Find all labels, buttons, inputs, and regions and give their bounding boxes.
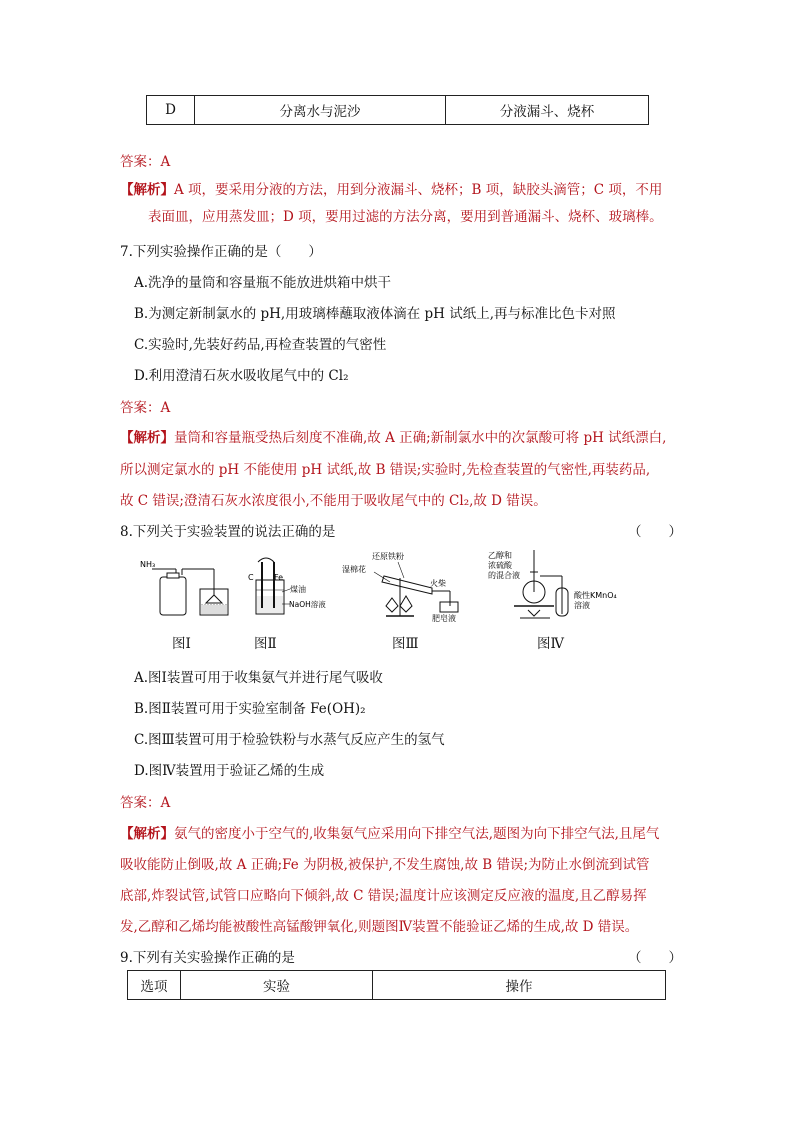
figure-3-apparatus [340, 550, 465, 622]
table-header-experiment: 实验 [181, 971, 373, 1000]
q7-option-b: B.为测定新制氯水的 pH,用玻璃棒蘸取液体滴在 pH 试纸上,再与标准比色卡对照 [134, 306, 616, 322]
fig4-kmno4-line-2: 溶液 [574, 601, 590, 610]
analysis-tag: 【解析】 [120, 182, 174, 198]
figure-1-apparatus [138, 555, 238, 620]
q8-stem: 8.下列关于实验装置的说法正确的是 [120, 524, 336, 540]
table-cell-option: D [147, 96, 195, 125]
fig3-iron-label: 还原铁粉 [372, 552, 404, 561]
q8-answer: 答案：A [120, 795, 171, 811]
fig2-electrode-c: C [248, 573, 254, 582]
q6-analysis-line-1 [120, 178, 662, 198]
q8-analysis-line-3: 底部,炸裂试管,试管口应略向下倾斜,故 C 错误;温度计应该测定反应液的温度,且乙醇易挥 [120, 888, 647, 904]
table-header-operation: 操作 [373, 971, 666, 1000]
analysis-text: 量筒和容量瓶受热后刻度不准确,故 A 正确;新制氯水中的次氯酸可将 pH 试纸漂白, [174, 430, 667, 446]
fig4-mix-line-1: 乙醇和 [488, 551, 512, 560]
fig2-label: 图Ⅱ [254, 636, 277, 652]
fig3-label: 图Ⅲ [392, 636, 419, 652]
analysis-tag: 【解析】 [120, 826, 174, 842]
q7-answer: 答案：A [120, 400, 171, 416]
analysis-text: 氨气的密度小于空气的,收集氨气应采用向下排空气法,题图为向下排空气法,且尾气 [174, 826, 660, 842]
table-header-option: 选项 [128, 971, 181, 1000]
q6-analysis-line-2: 表面皿，应用蒸发皿；D 项，要用过滤的方法分离，要用到普通漏斗、烧杯、玻璃棒。 [148, 209, 663, 225]
q9-table [127, 970, 666, 1000]
q7-analysis-line-2: 所以测定氯水的 pH 不能使用 pH 试纸,故 B 错误;实验时,先检查装置的气密性,再装药品, [120, 462, 651, 478]
q8-option-c: C.图Ⅲ装置可用于检验铁粉与水蒸气反应产生的氢气 [134, 732, 445, 748]
fig2-electrode-fe: Fe [274, 573, 284, 582]
figure-2-apparatus [244, 552, 329, 620]
fig1-gas-label: NH₃ [140, 560, 156, 569]
figure-4-apparatus [484, 548, 634, 624]
top-table [146, 95, 649, 125]
q7-option-a: A.洗净的量筒和容量瓶不能放进烘箱中烘干 [134, 275, 392, 291]
q6-answer: 答案：A [120, 154, 171, 170]
q8-option-a: A.图Ⅰ装置可用于收集氨气并进行尾气吸收 [134, 670, 383, 686]
table-header-row [128, 971, 666, 1000]
q9-bracket: （ ） [628, 950, 682, 966]
fig4-kmno4-line-1: 酸性KMnO₄ [574, 591, 617, 600]
table-cell-instrument: 分液漏斗、烧杯 [446, 96, 649, 125]
analysis-tag: 【解析】 [120, 430, 174, 446]
q7-option-d: D.利用澄清石灰水吸收尾气中的 Cl₂ [134, 368, 349, 384]
q9-stem: 9.下列有关实验操作正确的是 [120, 950, 295, 966]
q7-stem: 7.下列实验操作正确的是（ ） [120, 244, 322, 260]
q8-analysis-line-4: 发,乙醇和乙烯均能被酸性高锰酸钾氧化,则题图Ⅳ装置不能验证乙烯的生成,故 D 错误。 [120, 919, 639, 935]
fig4-label: 图Ⅳ [537, 636, 564, 652]
fig3-match-label: 火柴 [430, 579, 446, 588]
fig4-mix-line-3: 的混合液 [488, 571, 520, 580]
fig3-soap-label: 肥皂液 [432, 614, 456, 622]
q8-analysis-line-1 [120, 822, 659, 842]
fig3-cotton-label: 湿棉花 [342, 565, 366, 574]
analysis-text: A 项，要采用分液的方法，用到分液漏斗、烧杯；B 项，缺胶头滴管；C 项，不用 [174, 182, 663, 198]
q7-analysis-line-1 [120, 426, 666, 446]
q7-option-c: C.实验时,先装好药品,再检查装置的气密性 [134, 337, 387, 353]
q8-option-d: D.图Ⅳ装置用于验证乙烯的生成 [134, 763, 325, 779]
q7-analysis-line-3: 故 C 错误;澄清石灰水浓度很小,不能用于吸收尾气中的 Cl₂,故 D 错误。 [120, 493, 547, 509]
fig1-label: 图Ⅰ [172, 636, 191, 652]
fig4-mix-line-2: 浓硫酸 [488, 561, 512, 570]
table-row [147, 96, 649, 125]
fig2-naoh-label: NaOH溶液 [289, 600, 326, 609]
q8-bracket: （ ） [628, 524, 682, 540]
fig2-kerosene-label: 煤油 [290, 585, 306, 594]
q8-analysis-line-2: 吸收能防止倒吸,故 A 正确;Fe 为阴极,被保护,不发生腐蚀,故 B 错误;为防止水倒流到试管 [120, 857, 650, 873]
q8-option-b: B.图Ⅱ装置可用于实验室制备 Fe(OH)₂ [134, 701, 366, 717]
table-cell-experiment: 分离水与泥沙 [195, 96, 446, 125]
